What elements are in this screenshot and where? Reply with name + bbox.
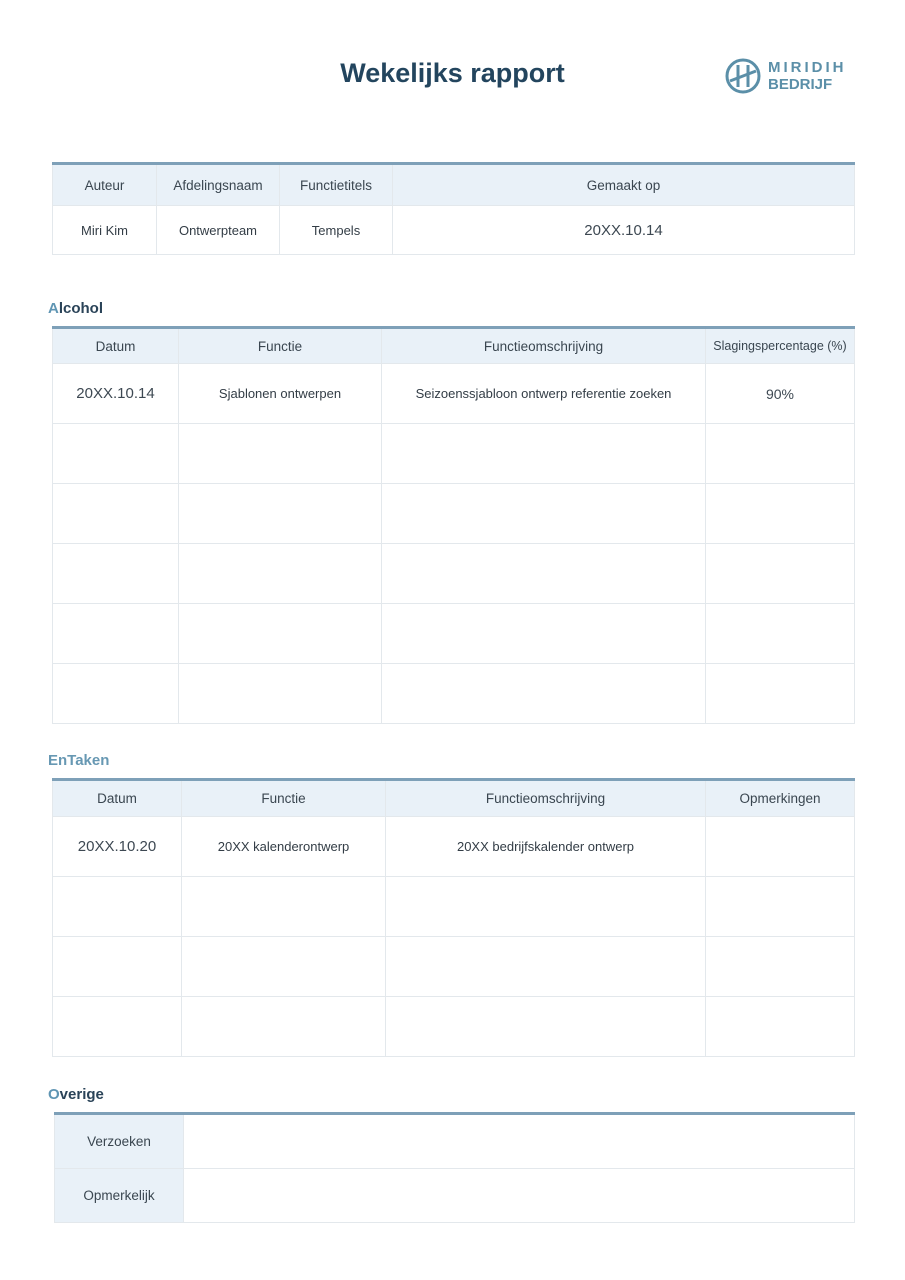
value-functietitels[interactable]: Tempels bbox=[280, 206, 393, 255]
overige-table bbox=[54, 1112, 855, 1223]
field-verzoeken[interactable] bbox=[184, 1114, 855, 1169]
table-row bbox=[53, 484, 855, 544]
empty-cell[interactable] bbox=[53, 604, 179, 664]
empty-cell[interactable] bbox=[179, 484, 382, 544]
section-title-alcohol: Alcohol bbox=[48, 300, 104, 317]
table-row bbox=[53, 424, 855, 484]
empty-cell[interactable] bbox=[382, 604, 706, 664]
empty-cell[interactable] bbox=[53, 997, 182, 1057]
empty-cell[interactable] bbox=[179, 544, 382, 604]
label-opmerkelijk: Opmerkelijk bbox=[55, 1169, 184, 1223]
cell-opmerkingen[interactable] bbox=[706, 817, 855, 877]
value-gemaakt-op[interactable]: 20XX.10.14 bbox=[393, 206, 855, 255]
header-gemaakt-op: Gemaakt op bbox=[393, 164, 855, 206]
empty-cell[interactable] bbox=[706, 937, 855, 997]
empty-cell[interactable] bbox=[706, 877, 855, 937]
value-auteur[interactable]: Miri Kim bbox=[53, 206, 157, 255]
header-datum: Datum bbox=[53, 780, 182, 817]
empty-cell[interactable] bbox=[382, 544, 706, 604]
entaken-table bbox=[52, 778, 855, 1057]
page-title: Wekelijks rapport bbox=[340, 58, 565, 88]
empty-cell[interactable] bbox=[182, 937, 386, 997]
empty-cell[interactable] bbox=[706, 544, 855, 604]
empty-cell[interactable] bbox=[706, 424, 855, 484]
empty-cell[interactable] bbox=[386, 877, 706, 937]
header-slagingspercentage: Slagingspercentage (%) bbox=[706, 328, 855, 364]
table-row bbox=[53, 364, 855, 424]
company-logo bbox=[724, 57, 854, 99]
empty-cell[interactable] bbox=[53, 484, 179, 544]
table-row bbox=[53, 937, 855, 997]
header-opmerkingen: Opmerkingen bbox=[706, 780, 855, 817]
header-functie: Functie bbox=[179, 328, 382, 364]
value-afdelingsnaam[interactable]: Ontwerpteam bbox=[157, 206, 280, 255]
label-verzoeken: Verzoeken bbox=[55, 1114, 184, 1169]
empty-cell[interactable] bbox=[53, 877, 182, 937]
logo-text-line2: BEDRIJF bbox=[768, 76, 833, 93]
empty-cell[interactable] bbox=[53, 664, 179, 724]
table-row bbox=[53, 544, 855, 604]
cell-functieomschrijving[interactable]: 20XX bedrijfskalender ontwerp bbox=[386, 817, 706, 877]
section-title-overige: Overige bbox=[48, 1086, 104, 1103]
empty-cell[interactable] bbox=[179, 604, 382, 664]
empty-cell[interactable] bbox=[179, 664, 382, 724]
empty-cell[interactable] bbox=[53, 424, 179, 484]
table-row bbox=[53, 877, 855, 937]
table-row bbox=[55, 1169, 855, 1223]
empty-cell[interactable] bbox=[706, 997, 855, 1057]
empty-cell[interactable] bbox=[382, 484, 706, 544]
header-datum: Datum bbox=[53, 328, 179, 364]
header-functietitels: Functietitels bbox=[280, 164, 393, 206]
empty-cell[interactable] bbox=[706, 664, 855, 724]
field-opmerkelijk[interactable] bbox=[184, 1169, 855, 1223]
table-row bbox=[53, 604, 855, 664]
empty-cell[interactable] bbox=[382, 424, 706, 484]
info-table bbox=[52, 162, 855, 255]
table-row bbox=[55, 1114, 855, 1169]
table-row bbox=[53, 997, 855, 1057]
empty-cell[interactable] bbox=[182, 877, 386, 937]
empty-cell[interactable] bbox=[386, 937, 706, 997]
table-row bbox=[53, 664, 855, 724]
cell-functieomschrijving[interactable]: Seizoenssjabloon ontwerp referentie zoeken bbox=[382, 364, 706, 424]
cell-datum[interactable]: 20XX.10.14 bbox=[53, 364, 179, 424]
logo-text-line1: MIRIDIH bbox=[768, 59, 847, 76]
cell-functie[interactable]: Sjablonen ontwerpen bbox=[179, 364, 382, 424]
header-functie: Functie bbox=[182, 780, 386, 817]
header-auteur: Auteur bbox=[53, 164, 157, 206]
cell-datum[interactable]: 20XX.10.20 bbox=[53, 817, 182, 877]
empty-cell[interactable] bbox=[182, 997, 386, 1057]
empty-cell[interactable] bbox=[53, 937, 182, 997]
empty-cell[interactable] bbox=[706, 484, 855, 544]
empty-cell[interactable] bbox=[706, 604, 855, 664]
alcohol-table bbox=[52, 326, 855, 724]
header-afdelingsnaam: Afdelingsnaam bbox=[157, 164, 280, 206]
table-row bbox=[53, 817, 855, 877]
header-functieomschrijving: Functieomschrijving bbox=[386, 780, 706, 817]
logo-icon bbox=[724, 57, 762, 95]
empty-cell[interactable] bbox=[386, 997, 706, 1057]
empty-cell[interactable] bbox=[53, 544, 179, 604]
section-title-entaken: EnTaken bbox=[48, 752, 110, 769]
empty-cell[interactable] bbox=[179, 424, 382, 484]
cell-slagingspercentage[interactable]: 90% bbox=[706, 364, 855, 424]
empty-cell[interactable] bbox=[382, 664, 706, 724]
cell-functie[interactable]: 20XX kalenderontwerp bbox=[182, 817, 386, 877]
header-functieomschrijving: Functieomschrijving bbox=[382, 328, 706, 364]
